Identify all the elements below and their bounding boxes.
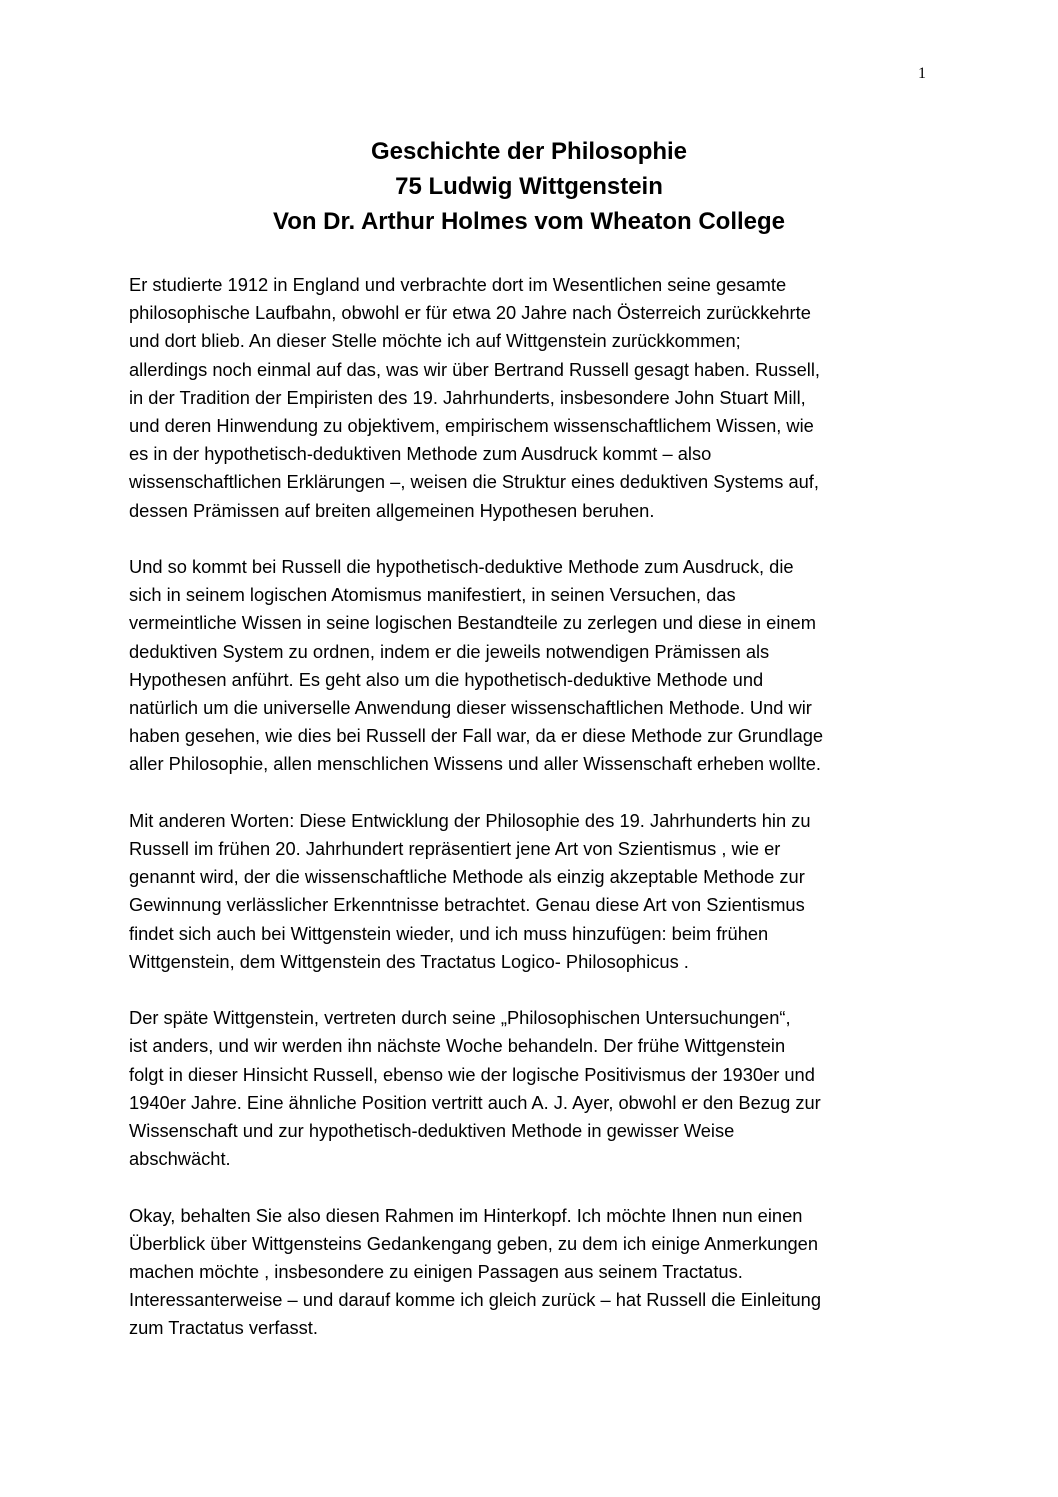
text-line: Der späte Wittgenstein, vertreten durch seine „Philosophischen Untersuchungen“, bbox=[129, 1007, 791, 1029]
title-line: 75 Ludwig Wittgenstein bbox=[395, 173, 663, 200]
text-line: deduktiven System zu ordnen, indem er die jeweils notwendigen Prämissen als bbox=[129, 640, 770, 662]
text-line: Überblick über Wittgensteins Gedankengang geben, zu dem ich einige Anmerkungen bbox=[129, 1232, 819, 1254]
text-line: Wissenschaft und zur hypothetisch-deduktiven Methode in gewisser Weise bbox=[129, 1120, 735, 1142]
text-line: Okay, behalten Sie also diesen Rahmen im Hinterkopf. Ich möchte Ihnen nun einen bbox=[129, 1204, 803, 1226]
paragraph bbox=[129, 553, 944, 779]
text-line: Mit anderen Worten: Diese Entwicklung der Philosophie des 19. Jahrhunderts hin zu bbox=[129, 809, 811, 831]
text-line: folgt in dieser Hinsicht Russell, ebenso wie der logische Positivismus der 1930er und bbox=[129, 1063, 815, 1085]
text-line: wissenschaftlichen Erklärungen –, weisen die Struktur eines deduktiven Systems auf, bbox=[129, 471, 819, 493]
text-line: findet sich auch bei Wittgenstein wieder, und ich muss hinzufügen: beim frühen bbox=[129, 922, 769, 944]
document-title bbox=[0, 134, 1058, 239]
text-line: allerdings noch einmal auf das, was wir über Bertrand Russell gesagt haben. Russell, bbox=[129, 358, 820, 380]
paragraph bbox=[129, 807, 944, 976]
title-line: Von Dr. Arthur Holmes vom Wheaton College bbox=[272, 208, 786, 235]
text-line: machen möchte , insbesondere zu einigen Passagen aus seinem Tractatus. bbox=[129, 1261, 743, 1283]
text-line: Interessanterweise – und darauf komme ich gleich zurück – hat Russell die Einleitung bbox=[129, 1289, 822, 1311]
text-line: haben gesehen, wie dies bei Russell der Fall war, da er diese Methode zur Grundlage bbox=[129, 725, 824, 747]
document-body bbox=[129, 271, 944, 1371]
text-line: dessen Prämissen auf breiten allgemeinen Hypothesen beruhen. bbox=[129, 499, 655, 521]
text-line: ist anders, und wir werden ihn nächste Woche behandeln. Der frühe Wittgenstein bbox=[129, 1035, 786, 1057]
paragraph bbox=[129, 271, 944, 525]
paragraph bbox=[129, 1004, 944, 1173]
text-line: und deren Hinwendung zu objektivem, empirischem wissenschaftlichem Wissen, wie bbox=[129, 415, 814, 437]
text-line: Und so kommt bei Russell die hypothetisch-deduktive Methode zum Ausdruck, die bbox=[129, 556, 794, 578]
text-line: sich in seinem logischen Atomismus manifestiert, in seinen Versuchen, das bbox=[129, 584, 736, 606]
text-line: Er studierte 1912 in England und verbrachte dort im Wesentlichen seine gesamte bbox=[129, 274, 787, 295]
page-number: 1 bbox=[918, 65, 926, 82]
text-line: es in der hypothetisch-deduktiven Methode zum Ausdruck kommt – also bbox=[129, 443, 712, 465]
text-line: vermeintliche Wissen in seine logischen Bestandteile zu zerlegen und diese in einem bbox=[129, 612, 816, 634]
text-line: 1940er Jahre. Eine ähnliche Position vertritt auch A. J. Ayer, obwohl er den Bezug zur bbox=[129, 1091, 821, 1113]
text-line: Russell im frühen 20. Jahrhundert repräsentiert jene Art von Szientismus , wie er bbox=[129, 838, 781, 860]
text-line: zum Tractatus verfasst. bbox=[129, 1317, 318, 1339]
text-line: aller Philosophie, allen menschlichen Wissens und aller Wissenschaft erheben wollte. bbox=[129, 753, 821, 775]
text-line: Hypothesen anführt. Es geht also um die hypothetisch-deduktive Methode und bbox=[129, 668, 764, 690]
text-line: genannt wird, der die wissenschaftliche Methode als einzig akzeptable Methode zur bbox=[129, 866, 805, 888]
text-line: in der Tradition der Empiristen des 19. Jahrhunderts, insbesondere John Stuart Mill, bbox=[129, 386, 806, 408]
text-line: philosophische Laufbahn, obwohl er für etwa 20 Jahre nach Österreich zurückkehrte bbox=[129, 302, 811, 324]
text-line: abschwächt. bbox=[129, 1148, 231, 1170]
title-line: Geschichte der Philosophie bbox=[370, 138, 688, 165]
text-line: und dort blieb. An dieser Stelle möchte ich auf Wittgenstein zurückkommen; bbox=[129, 330, 741, 352]
text-line: natürlich um die universelle Anwendung dieser wissenschaftlichen Methode. Und wir bbox=[129, 697, 812, 719]
paragraph bbox=[129, 1202, 944, 1343]
text-line: Gewinnung verlässlicher Erkenntnisse betrachtet. Genau diese Art von Szientismus bbox=[129, 894, 805, 916]
text-line: Wittgenstein, dem Wittgenstein des Tractatus Logico- Philosophicus . bbox=[129, 950, 689, 972]
